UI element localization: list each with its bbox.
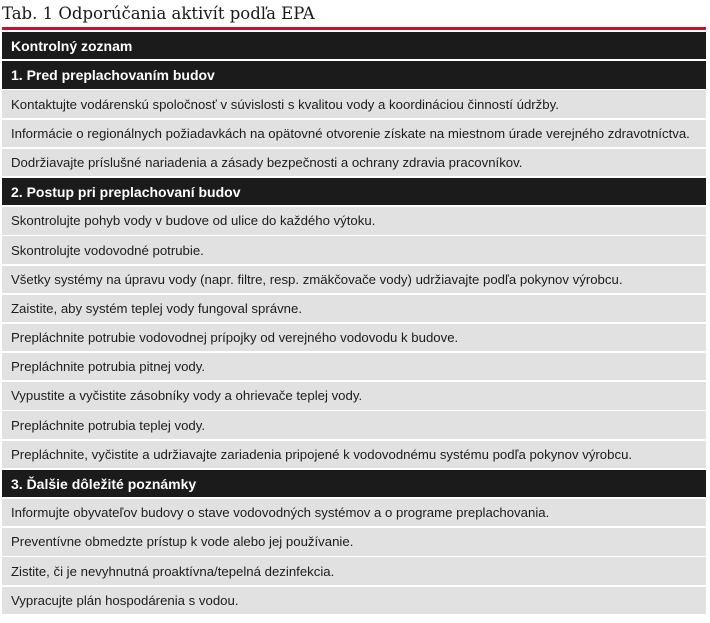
checklist-item: Prepláchnite potrubia teplej vody. [2,411,706,438]
table-title: Kontrolný zoznam [2,32,706,59]
checklist-item: Informácie o regionálnych požiadavkách na opätovné otvorenie získate na miestnom úrade verejného zdravotníctva. [2,120,706,147]
table-caption: Tab. 1 Odporúčania aktivít podľa EPA [2,4,315,23]
section-heading: 2. Postup pri preplachovaní budov [2,178,706,205]
checklist-item: Skontrolujte pohyb vody v budove od ulice do každého výtoku. [2,207,706,234]
section-heading: 3. Ďalšie dôležité poznámky [2,470,706,497]
checklist-item: Vypracujte plán hospodárenia s vodou. [2,587,706,614]
checklist-item: Informujte obyvateľov budovy o stave vodovodných systémov a o programe preplachovania. [2,499,706,526]
checklist-item: Preventívne obmedzte prístup k vode alebo jej používanie. [2,528,706,555]
checklist-item: Skontrolujte vodovodné potrubie. [2,236,706,263]
checklist-item: Všetky systémy na úpravu vody (napr. filtre, resp. zmäkčovače vody) udržiavajte podľa pokynov výrobcu. [2,266,706,293]
section-heading: 1. Pred preplachovaním budov [2,61,706,88]
caption-divider [2,27,706,30]
checklist-item: Prepláchnite potrubie vodovodnej prípojky od verejného vodovodu k budove. [2,324,706,351]
checklist-item: Dodržiavajte príslušné nariadenia a zásady bezpečnosti a ochrany zdravia pracovníkov. [2,149,706,176]
checklist-item: Zistite, či je nevyhnutná proaktívna/tepelná dezinfekcia. [2,557,706,584]
checklist-item: Prepláchnite, vyčistite a udržiavajte zariadenia pripojené k vodovodnému systému podľa pokynov výrobcu. [2,441,706,468]
checklist-item: Zaistite, aby systém teplej vody fungoval správne. [2,295,706,322]
checklist-item: Kontaktujte vodárenskú spoločnosť v súvislosti s kvalitou vody a koordináciou činností údržby. [2,90,706,117]
checklist-item: Prepláchnite potrubia pitnej vody. [2,353,706,380]
checklist-table [2,32,706,616]
checklist-item: Vypustite a vyčistite zásobníky vody a ohrievače teplej vody. [2,382,706,409]
